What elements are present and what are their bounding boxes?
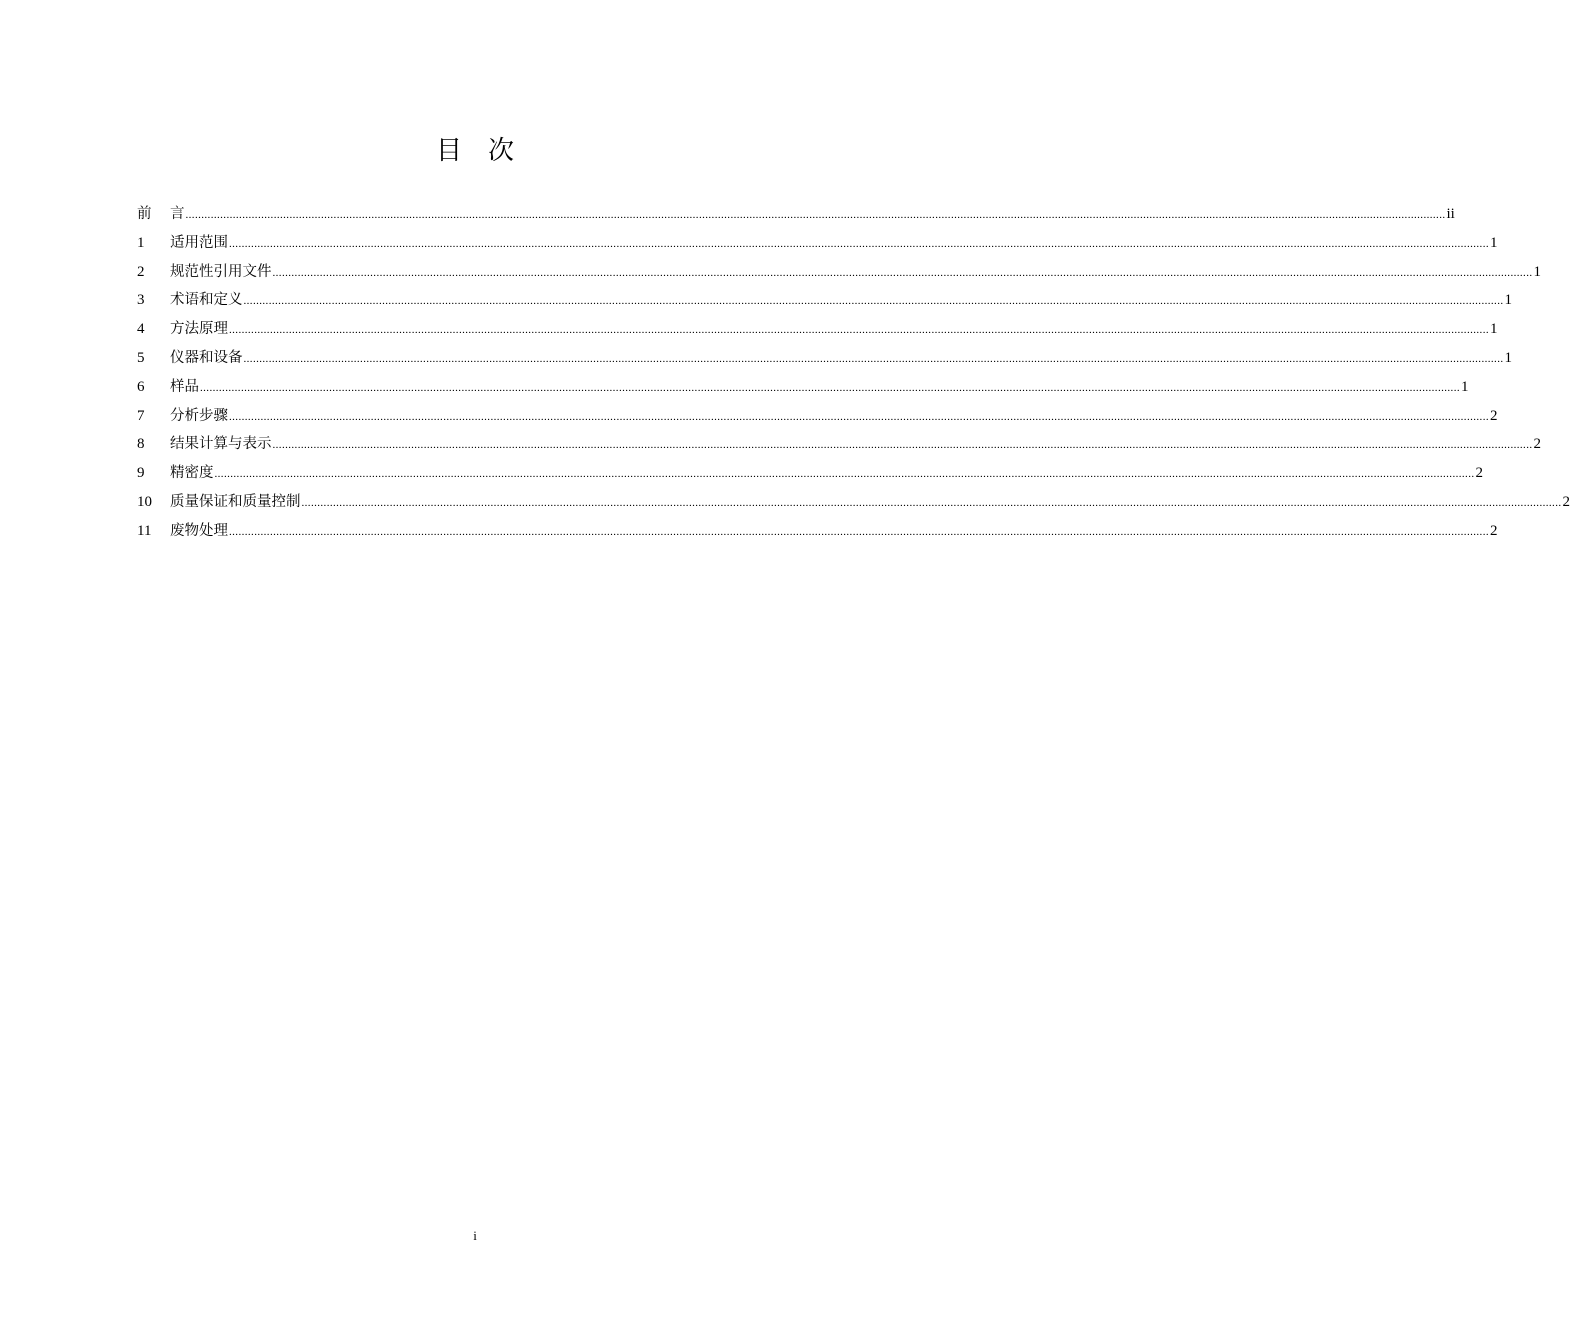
toc-entry[interactable] bbox=[137, 373, 1469, 402]
toc-entry[interactable] bbox=[137, 229, 1498, 258]
toc-leader-dots: ................................................................................................................................................................................................................................................................................................................................................................................................................ bbox=[229, 237, 1489, 250]
toc-leader-dots: ................................................................................................................................................................................................................................................................................................................................................................................................................ bbox=[301, 496, 1562, 509]
toc-entry-page: 2 bbox=[1475, 465, 1483, 482]
toc-entry-number: 1 bbox=[137, 234, 145, 251]
table-of-contents bbox=[137, 200, 1570, 546]
toc-entry-page: 2 bbox=[1490, 407, 1498, 424]
toc-entry[interactable] bbox=[137, 315, 1498, 344]
toc-leader-dots: ................................................................................................................................................................................................................................................................................................................................................................................................................ bbox=[272, 266, 1533, 279]
toc-entry-label: 术语和定义 bbox=[170, 292, 243, 309]
toc-entry-page: 2 bbox=[1562, 493, 1570, 510]
toc-entry-page: 1 bbox=[1504, 349, 1512, 366]
toc-leader-dots: ................................................................................................................................................................................................................................................................................................................................................................................................................ bbox=[229, 324, 1489, 337]
toc-entry-page: 2 bbox=[1490, 522, 1498, 539]
toc-leader-dots: ................................................................................................................................................................................................................................................................................................................................................................................................................ bbox=[272, 439, 1533, 452]
toc-entry-label: 仪器和设备 bbox=[170, 349, 243, 366]
toc-entry[interactable] bbox=[137, 517, 1498, 546]
toc-entry-label: 方法原理 bbox=[170, 321, 228, 338]
toc-entry-number: 7 bbox=[137, 407, 145, 424]
toc-entry-page: 1 bbox=[1490, 321, 1498, 338]
toc-entry-number: 2 bbox=[137, 263, 145, 280]
toc-entry-label: 精密度 bbox=[170, 465, 214, 482]
toc-entry[interactable] bbox=[137, 402, 1498, 431]
toc-entry-page: 1 bbox=[1504, 292, 1512, 309]
toc-leader-dots: ................................................................................................................................................................................................................................................................................................................................................................................................................ bbox=[229, 410, 1489, 423]
toc-entry-page: 1 bbox=[1490, 234, 1498, 251]
toc-entry-number: 3 bbox=[137, 292, 145, 309]
toc-entry-label: 结果计算与表示 bbox=[170, 436, 272, 453]
toc-entry-number: 11 bbox=[137, 522, 152, 539]
toc-leader-dots: ................................................................................................................................................................................................................................................................................................................................................................................................................ bbox=[214, 468, 1475, 481]
toc-entry-number: 10 bbox=[137, 493, 152, 510]
toc-entry-label: 适用范围 bbox=[170, 234, 228, 251]
toc-leader-dots: ................................................................................................................................................................................................................................................................................................................................................................................................................ bbox=[200, 381, 1460, 394]
page-number: i bbox=[473, 1228, 477, 1243]
toc-entry-page: ii bbox=[1446, 206, 1455, 222]
toc-entry-label: 分析步骤 bbox=[170, 407, 228, 424]
toc-entry-label: 样品 bbox=[170, 378, 199, 395]
page-title-char-1: 目 bbox=[435, 136, 462, 166]
page-title bbox=[0, 130, 950, 167]
toc-entry-number: 4 bbox=[137, 321, 145, 338]
toc-entry[interactable] bbox=[137, 344, 1512, 373]
toc-entry-number: 前 bbox=[137, 206, 152, 222]
toc-leader-dots: ................................................................................................................................................................................................................................................................................................................................................................................................................ bbox=[185, 209, 1446, 221]
toc-entry-number: 9 bbox=[137, 465, 145, 482]
toc-entry[interactable] bbox=[137, 286, 1512, 315]
toc-entry-label: 废物处理 bbox=[170, 522, 228, 539]
toc-entry[interactable] bbox=[137, 488, 1570, 517]
toc-leader-dots: ................................................................................................................................................................................................................................................................................................................................................................................................................ bbox=[243, 295, 1504, 308]
toc-entry[interactable] bbox=[137, 459, 1483, 488]
toc-leader-dots: ................................................................................................................................................................................................................................................................................................................................................................................................................ bbox=[243, 352, 1504, 365]
toc-entry-label: 质量保证和质量控制 bbox=[170, 493, 301, 510]
toc-entry-label: 言 bbox=[170, 206, 185, 222]
toc-entry-number: 8 bbox=[137, 436, 145, 453]
toc-entry-label: 规范性引用文件 bbox=[170, 263, 272, 280]
toc-leader-dots: ................................................................................................................................................................................................................................................................................................................................................................................................................ bbox=[229, 525, 1489, 538]
toc-entry-number: 6 bbox=[137, 378, 145, 395]
toc-entry-number: 5 bbox=[137, 349, 145, 366]
page-title-char-2: 次 bbox=[488, 136, 515, 166]
toc-entry-page: 1 bbox=[1461, 378, 1469, 395]
toc-entry-page: 1 bbox=[1533, 263, 1541, 280]
toc-entry[interactable] bbox=[137, 258, 1541, 287]
toc-entry[interactable] bbox=[137, 430, 1541, 459]
toc-entry-page: 2 bbox=[1533, 436, 1541, 453]
toc-entry-foreword[interactable] bbox=[137, 200, 1455, 229]
